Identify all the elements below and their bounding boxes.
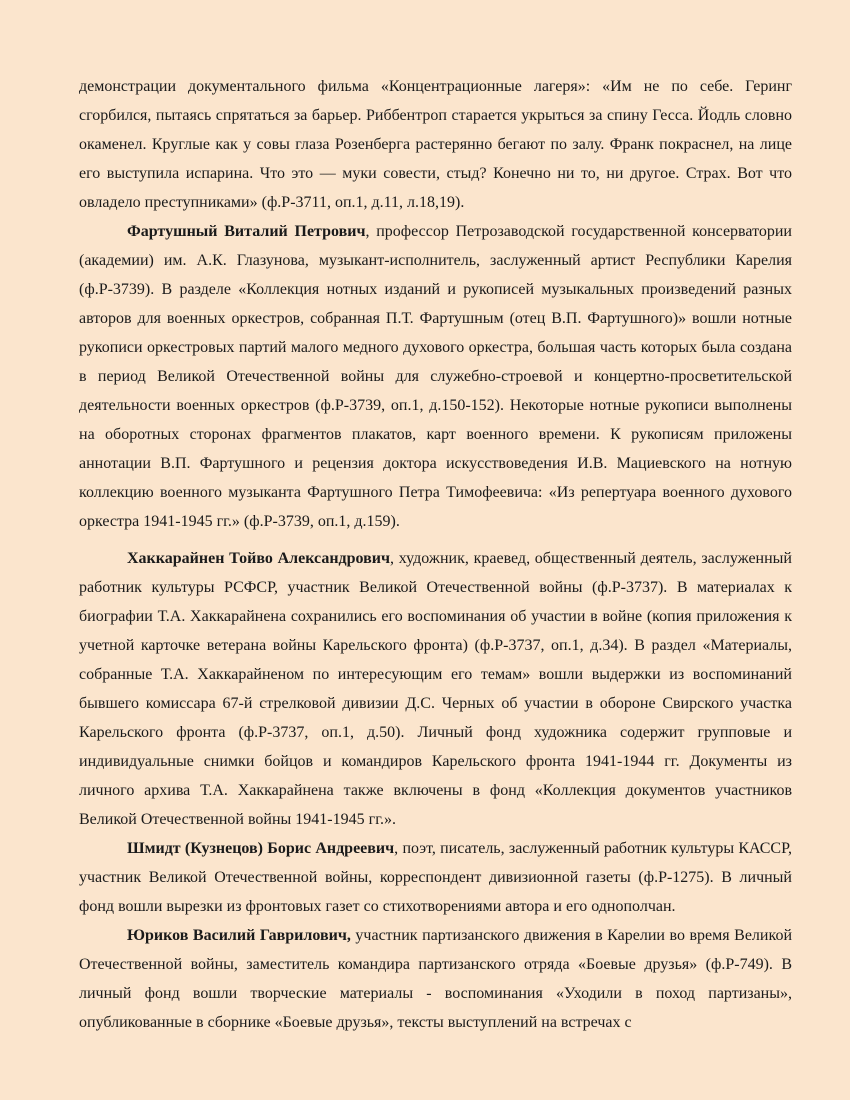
paragraph-yurikov	[79, 921, 792, 1037]
person-name: Фартушный Виталий Петрович	[127, 223, 366, 240]
person-name: Шмидт (Кузнецов) Борис Андреевич	[127, 840, 395, 857]
paragraph-text: , поэт, писатель, заслуженный работник культуры КАССР, участник Великой Отечественной войны, корреспондент дивизионной газеты (ф.Р-1275). В личный фонд вошли вырезки из фронтовых газет со стихотворениями автора и его однополчан.	[79, 840, 793, 915]
paragraph-text: участник партизанского движения в Карелии во время Великой Отечественной войны, заместитель командира партизанского отряда «Боевые друзья» (ф.Р-749). В личный фонд вошли творческие материалы - воспоминания «Уходили в поход партизаны», опубликованные в сборнике «Боевые друзья», тексты выступлений на встречах с	[79, 927, 793, 1031]
paragraph-text: демонстрации документального фильма «Концентрационные лагеря»: «Им не по себе. Геринг сгорбился, пытаясь спрятаться за барьер. Риббентроп старается укрыться за спину Гесса. Йодль словно окаменел. Круглые как у совы глаза Розенберга растерянно бегают по залу. Франк покраснел, на лице его выступила испарина. Что это — муки совести, стыд? Конечно ни то, ни другое. Страх. Вот что овладело преступниками» (ф.Р-3711, оп.1, д.11, л.18,19).	[79, 78, 792, 211]
person-name: Юриков Василий Гаврилович,	[127, 927, 351, 944]
paragraph-film-quote	[79, 72, 792, 217]
document-page	[79, 72, 792, 1037]
person-name: Хаккарайнен Тойво Александрович	[127, 550, 391, 567]
paragraph-text: , профессор Петрозаводской государственной консерватории (академии) им. А.К. Глазунова, музыкант-исполнитель, заслуженный артист Республики Карелия (ф.Р-3739). В разделе «Коллекция нотных изданий и рукописей музыкальных произведений разных авторов для военных оркестров, собранная П.Т. Фартушным (отец В.П. Фартушного)» вошли нотные рукописи оркестровых партий малого медного духового оркестра, большая часть которых была создана в период Великой Отечественной войны для служебно-строевой и концертно-просветительской деятельности военных оркестров (ф.Р-3739, оп.1, д.150-152). Некоторые нотные рукописи выполнены на оборотных сторонах фрагментов плакатов, карт военного времени. К рукописям приложены аннотации В.П. Фартушного и рецензия доктора искусствоведения И.В. Мациевского на нотную коллекцию военного музыканта Фартушного Петра Тимофеевича: «Из репертуара военного духового оркестра 1941-1945 гг.» (ф.Р-3739, оп.1, д.159).	[79, 223, 792, 530]
paragraph-schmidt	[79, 834, 792, 921]
paragraph-hakkarainen	[79, 544, 792, 834]
paragraph-fartushny	[79, 217, 792, 536]
paragraph-text: , художник, краевед, общественный деятель, заслуженный работник культуры РСФСР, участник Великой Отечественной войны (ф.Р-3737). В материалах к биографии Т.А. Хаккарайнена сохранились его воспоминания об участии в войне (копия приложения к учетной карточке ветерана войны Карельского фронта) (ф.Р-3737, оп.1, д.34). В раздел «Материалы, собранные Т.А. Хаккарайненом по интересующим его темам» вошли выдержки из воспоминаний бывшего комиссара 67-й стрелковой дивизии Д.С. Черных об участии в обороне Свирского участка Карельского фронта (ф.Р-3737, оп.1, д.50). Личный фонд художника содержит групповые и индивидуальные снимки бойцов и командиров Карельского фронта 1941-1944 гг. Документы из личного архива Т.А. Хаккарайнена также включены в фонд «Коллекция документов участников Великой Отечественной войны 1941-1945 гг.».	[79, 550, 792, 828]
